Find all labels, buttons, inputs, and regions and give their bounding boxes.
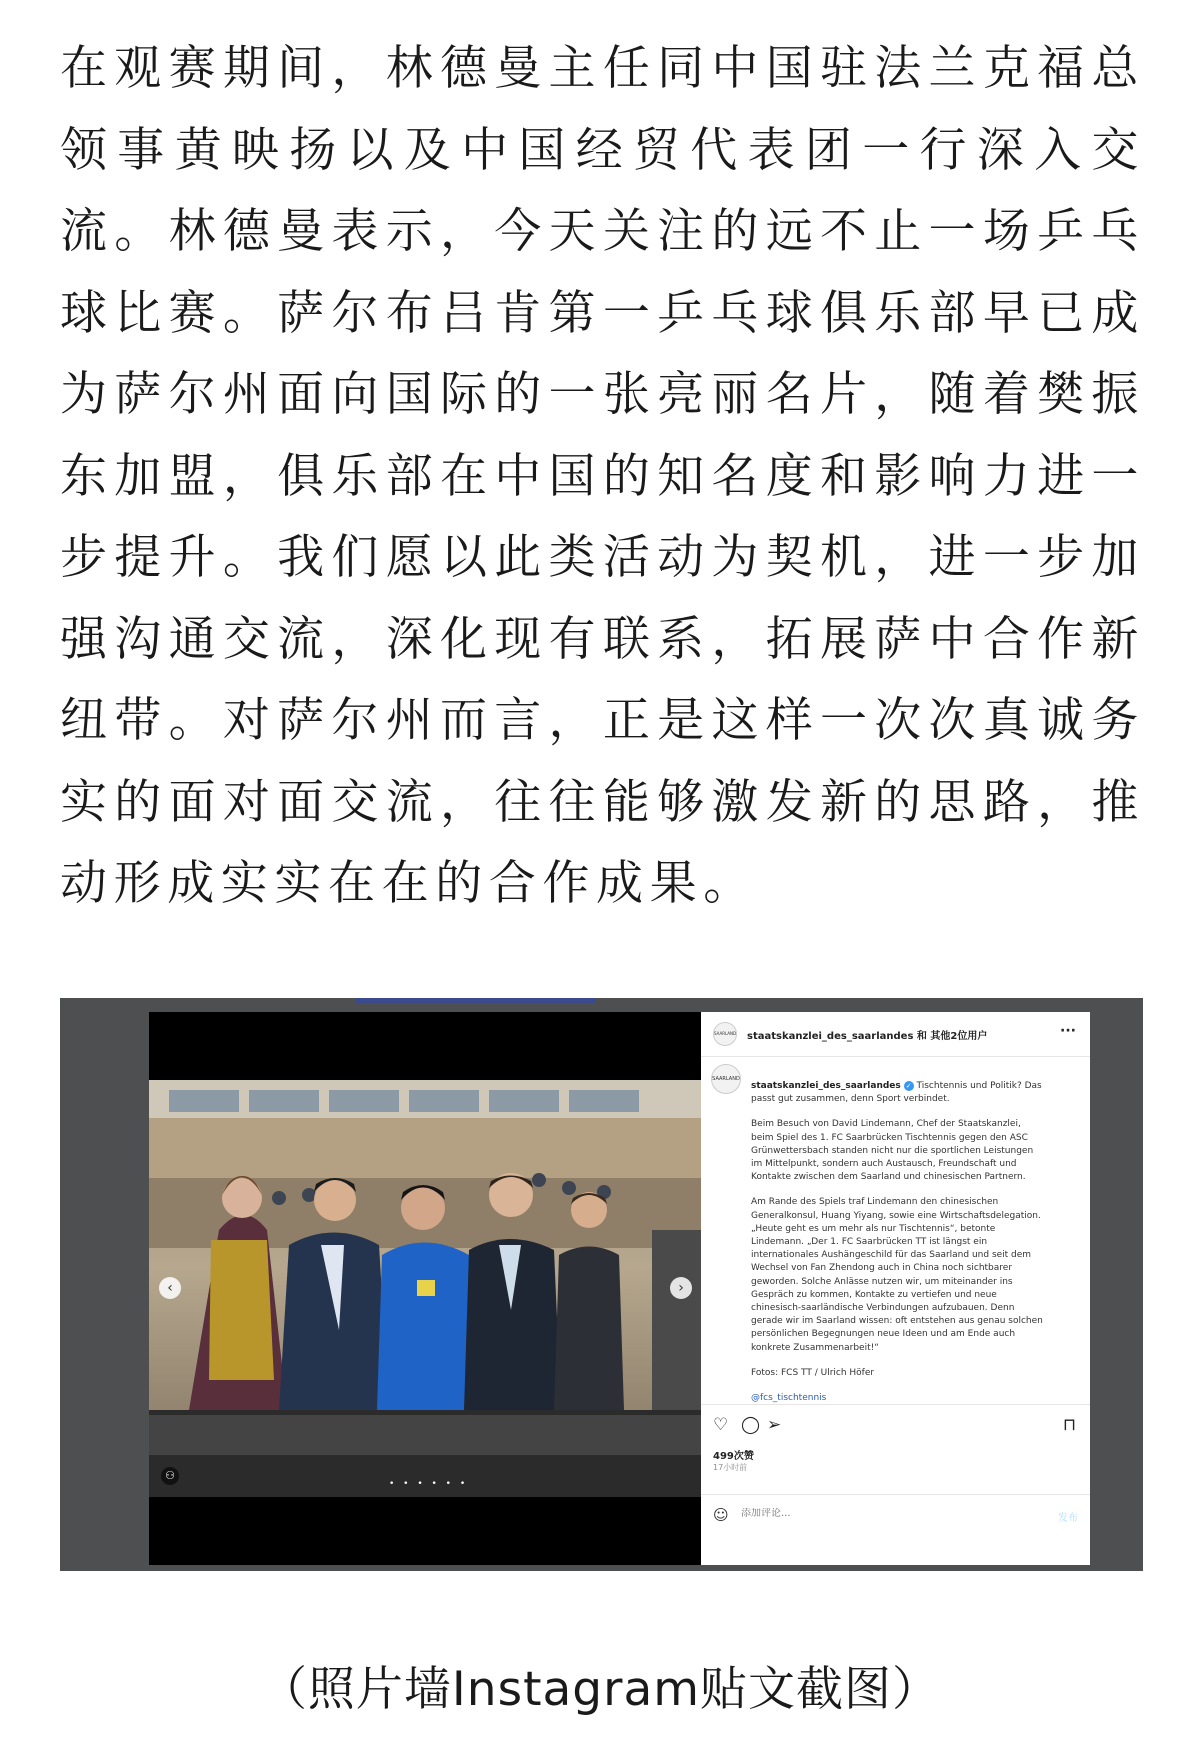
more-options-icon[interactable]: ··· [1060,1023,1076,1039]
tagged-people-icon[interactable]: ⚇ [161,1467,179,1485]
caption-paragraph-1: Beim Besuch von David Lindemann, Chef der Staatskanzlei, beim Spiel des 1. FC Saarbrücken Tischtennis gegen den ASC Grünwettersbach standen nicht nur die sportlichen Leistungen im Mittelpunkt, sondern auch Austausch, Freundschaft und Kontakte zwischen dem Saarland und chinesischen Partnern. [751,1119,1034,1183]
caption-mention-link[interactable]: @fcs_tischtennis [751,1393,827,1404]
like-count[interactable]: 499次赞 [713,1451,754,1462]
header-username-text[interactable]: staatskanzlei_des_saarlandes [747,1031,914,1042]
comment-bar [701,1494,1090,1535]
post-photo [149,1080,702,1497]
header-collab-text[interactable]: 和 其他2位用户 [916,1031,988,1042]
instagram-screenshot [60,998,1143,1571]
emoji-icon[interactable]: ☺ [713,1506,729,1524]
caption-intro: Tischtennis und Politik? Das passt gut zusammen, denn Sport verbindet. [751,1081,1042,1105]
next-photo-icon[interactable]: › [670,1277,692,1299]
screenshot-caption: （照片墙Instagram贴文截图） [259,1662,941,1717]
save-bookmark-icon[interactable]: ⊓ [1062,1415,1076,1435]
post-panel [701,1012,1090,1565]
group-photo [149,1080,702,1497]
comment-input[interactable] [741,1508,991,1519]
share-icon[interactable]: ➢ [767,1415,782,1435]
photo-pane [149,1012,702,1565]
post-caption [751,1080,1043,1417]
post-actions [701,1404,1090,1495]
like-icon[interactable]: ♡ [713,1415,729,1435]
caption-paragraph-2: Am Rande des Spiels traf Lindemann den chinesischen Generalkonsul, Huang Yiyang, sowie eine Wirtschaftsdelegation. „Heute geht es um mehr als nur Tischtennis“, betonte Lindemann. „Der 1. FC Saarbrücken TT ist längst ein internationales Aushängeschild für das Saarland und seit dem Wechsel von Fan Zhendong auch in China noch sichtbarer geworden. Solche Anlässe nutzen wir, um miteinander ins Gespräch zu kommen, Kontakte zu vertiefen und neue chinesisch-saarländische Verbindungen aufzubauen. Denn gerade wir im Saarland wissen: oft entstehen aus genau solchen persönlichen Begegnungen neue Ideen und am Ende auch konkrete Zusammenarbeit!“ [751,1197,1043,1353]
post-comment-button[interactable]: 发布 [1058,1513,1078,1524]
caption-photo-credit: Fotos: FCS TT / Ulrich Höfer [751,1367,875,1378]
comment-icon[interactable]: ◯ [741,1415,761,1435]
post-timestamp: 17小时前 [713,1463,748,1472]
header-avatar[interactable]: SAARLAND [713,1022,737,1046]
screenshot-top-bar [356,998,596,1003]
verified-badge-icon: ✓ [904,1081,914,1091]
header-username[interactable] [747,1027,987,1042]
post-header [701,1012,1090,1057]
article-paragraph: 在观赛期间，林德曼主任同中国驻法兰克福总领事黄映扬以及中国经贸代表团一行深入交流。林德曼表示，今天关注的远不止一场乒乓球比赛。萨尔布吕肯第一乒乓球俱乐部早已成为萨尔州面向国际的一张亮丽名片，随着樊振东加盟，俱乐部在中国的知名度和影响力进一步提升。我们愿以此类活动为契机，进一步加强沟通交流，深化现有联系，拓展萨中合作新纽带。对萨尔州而言，正是这样一次次真诚务实的面对面交流，往往能够激发新的思路，推动形成实实在在的合作成果。 [60,41,1145,911]
prev-photo-icon[interactable]: ‹ [159,1277,181,1299]
carousel-dots: • • • • • • [389,1479,469,1489]
caption-username[interactable]: staatskanzlei_des_saarlandes [751,1081,901,1091]
caption-avatar[interactable]: SAARLAND [711,1064,741,1094]
